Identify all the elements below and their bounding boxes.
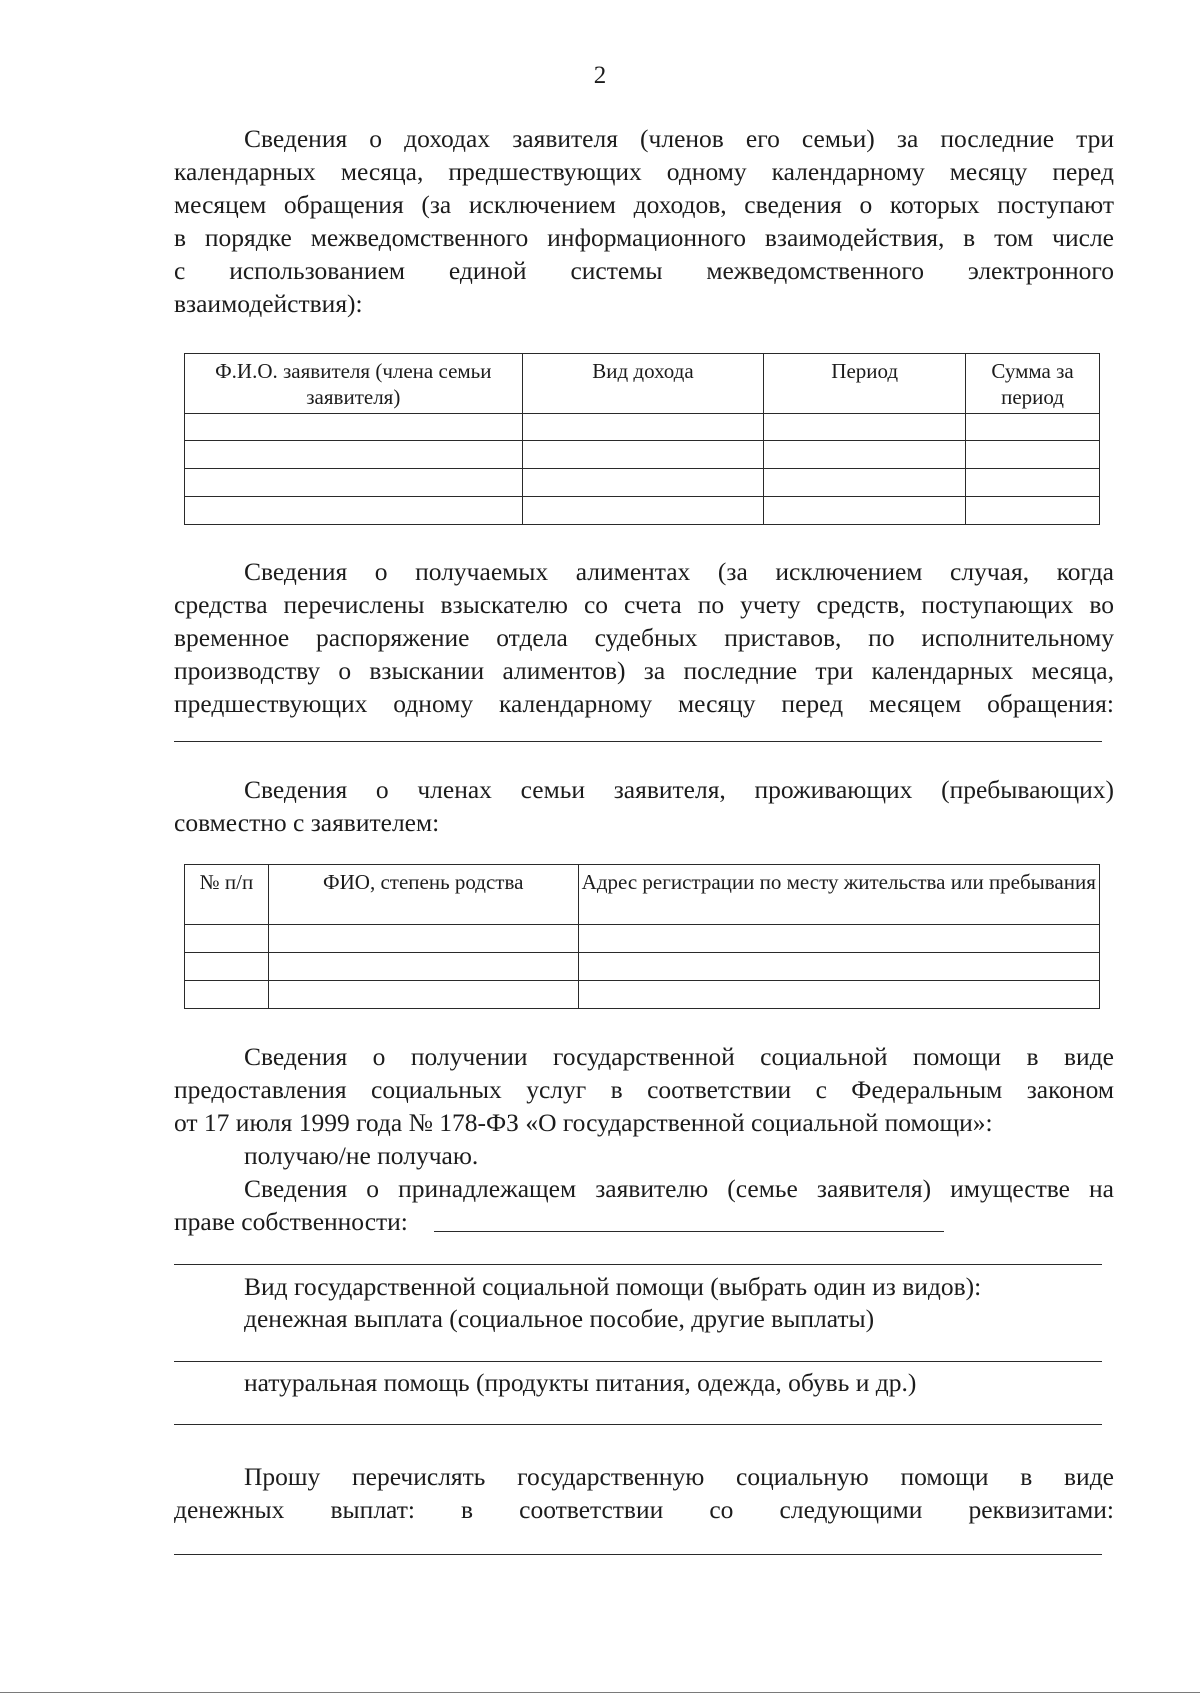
- income-intro: [174, 122, 1114, 320]
- table-row: [185, 441, 1100, 469]
- table-cell[interactable]: [185, 981, 269, 1009]
- table-cell[interactable]: [764, 469, 966, 497]
- table-cell[interactable]: [578, 981, 1099, 1009]
- income-intro-line: в порядке межведомственного информационного взаимодействия, в том числе: [174, 223, 1114, 252]
- social-help-paragraph: [174, 1040, 1114, 1172]
- alimony-line: Сведения о получаемых алиментах (за исключением случая, когда: [244, 557, 1114, 586]
- table-cell[interactable]: [966, 441, 1100, 469]
- page-number: 2: [593, 62, 607, 89]
- table-cell[interactable]: [522, 441, 764, 469]
- family-intro-line: Сведения о членах семьи заявителя, проживающих (пребывающих): [244, 775, 1114, 804]
- table-cell[interactable]: [966, 469, 1100, 497]
- income-col-sum: Сумма за период: [966, 354, 1100, 414]
- transfer-line: Прошу перечислять государственную социальную помощи в виде: [244, 1462, 1114, 1491]
- table-row: [185, 953, 1100, 981]
- table-cell[interactable]: [185, 469, 523, 497]
- transfer-paragraph: [174, 1460, 1114, 1526]
- table-cell[interactable]: [764, 414, 966, 441]
- table-cell[interactable]: [966, 414, 1100, 441]
- table-cell[interactable]: [185, 441, 523, 469]
- table-cell[interactable]: [185, 414, 523, 441]
- help-type-cash-line[interactable]: [174, 1361, 1102, 1362]
- family-intro: [174, 773, 1114, 839]
- income-intro-line: с использованием единой системы межведомственного электронного: [174, 256, 1114, 285]
- help-type-heading: Вид государственной социальной помощи (выбрать один из видов):: [244, 1272, 982, 1301]
- scan-edge: [0, 1692, 1200, 1693]
- property-answer-line-2[interactable]: [174, 1264, 1102, 1265]
- table-cell[interactable]: [578, 953, 1099, 981]
- table-cell[interactable]: [522, 469, 764, 497]
- family-col-name-relation: ФИО, степень родства: [268, 865, 578, 925]
- help-type-in-kind-line[interactable]: [174, 1424, 1102, 1425]
- family-table-header: [185, 865, 1100, 925]
- family-intro-line: совместно с заявителем:: [174, 808, 440, 837]
- table-row: [185, 925, 1100, 953]
- property-line: праве собственности:: [174, 1207, 408, 1236]
- income-table-header: [185, 354, 1100, 414]
- property-line: Сведения о принадлежащем заявителю (семье заявителя) имуществе на: [244, 1174, 1114, 1203]
- table-cell[interactable]: [185, 925, 269, 953]
- table-cell[interactable]: [268, 925, 578, 953]
- table-cell[interactable]: [578, 925, 1099, 953]
- social-help-line: Сведения о получении государственной социальной помощи в виде: [244, 1042, 1114, 1071]
- income-col-type: Вид дохода: [522, 354, 764, 414]
- table-cell[interactable]: [522, 497, 764, 525]
- alimony-line: временное распоряжение отдела судебных приставов, по исполнительному: [174, 623, 1114, 652]
- social-help-line: от 17 июля 1999 года № 178-ФЗ «О государственной социальной помощи»:: [174, 1108, 993, 1137]
- table-cell[interactable]: [268, 953, 578, 981]
- income-col-period: Период: [764, 354, 966, 414]
- alimony-answer-line[interactable]: [174, 741, 1102, 742]
- alimony-line: производству о взыскании алиментов) за последние три календарных месяца,: [174, 656, 1114, 685]
- social-help-answer[interactable]: получаю/не получаю.: [244, 1141, 479, 1170]
- table-cell[interactable]: [522, 414, 764, 441]
- family-col-address: Адрес регистрации по месту жительства или пребывания: [578, 865, 1099, 925]
- social-help-line: предоставления социальных услуг в соответствии с Федеральным законом: [174, 1075, 1114, 1104]
- income-intro-line: месяцем обращения (за исключением доходов, сведения о которых поступают: [174, 190, 1114, 219]
- alimony-line: предшествующих одному календарному месяцу перед месяцем обращения:: [174, 689, 1114, 718]
- income-col-name: Ф.И.О. заявителя (члена семьи заявителя): [185, 354, 523, 414]
- alimony-line: средства перечислены взыскателю со счета по учету средств, поступающих во: [174, 590, 1114, 619]
- table-cell[interactable]: [185, 953, 269, 981]
- transfer-details-line[interactable]: [174, 1554, 1102, 1555]
- table-row: [185, 469, 1100, 497]
- help-type-cash[interactable]: денежная выплата (социальное пособие, другие выплаты): [244, 1304, 875, 1333]
- table-cell[interactable]: [966, 497, 1100, 525]
- table-row: [185, 497, 1100, 525]
- income-intro-line: календарных месяца, предшествующих одному календарному месяцу перед: [174, 157, 1114, 186]
- family-table: [184, 864, 1100, 1009]
- income-intro-line: Сведения о доходах заявителя (членов его семьи) за последние три: [244, 124, 1114, 153]
- table-cell[interactable]: [185, 497, 523, 525]
- table-cell[interactable]: [764, 497, 966, 525]
- table-cell[interactable]: [268, 981, 578, 1009]
- family-col-number: № п/п: [185, 865, 269, 925]
- income-table: [184, 353, 1100, 525]
- help-type-in-kind[interactable]: натуральная помощь (продукты питания, одежда, обувь и др.): [244, 1368, 917, 1397]
- property-paragraph: [174, 1172, 1114, 1238]
- table-cell[interactable]: [764, 441, 966, 469]
- table-row: [185, 414, 1100, 441]
- alimony-paragraph: [174, 555, 1114, 720]
- income-intro-line: взаимодействия):: [174, 289, 363, 318]
- table-row: [185, 981, 1100, 1009]
- property-answer-line[interactable]: [434, 1231, 944, 1232]
- transfer-line: денежных выплат: в соответствии со следующими реквизитами:: [174, 1495, 1114, 1524]
